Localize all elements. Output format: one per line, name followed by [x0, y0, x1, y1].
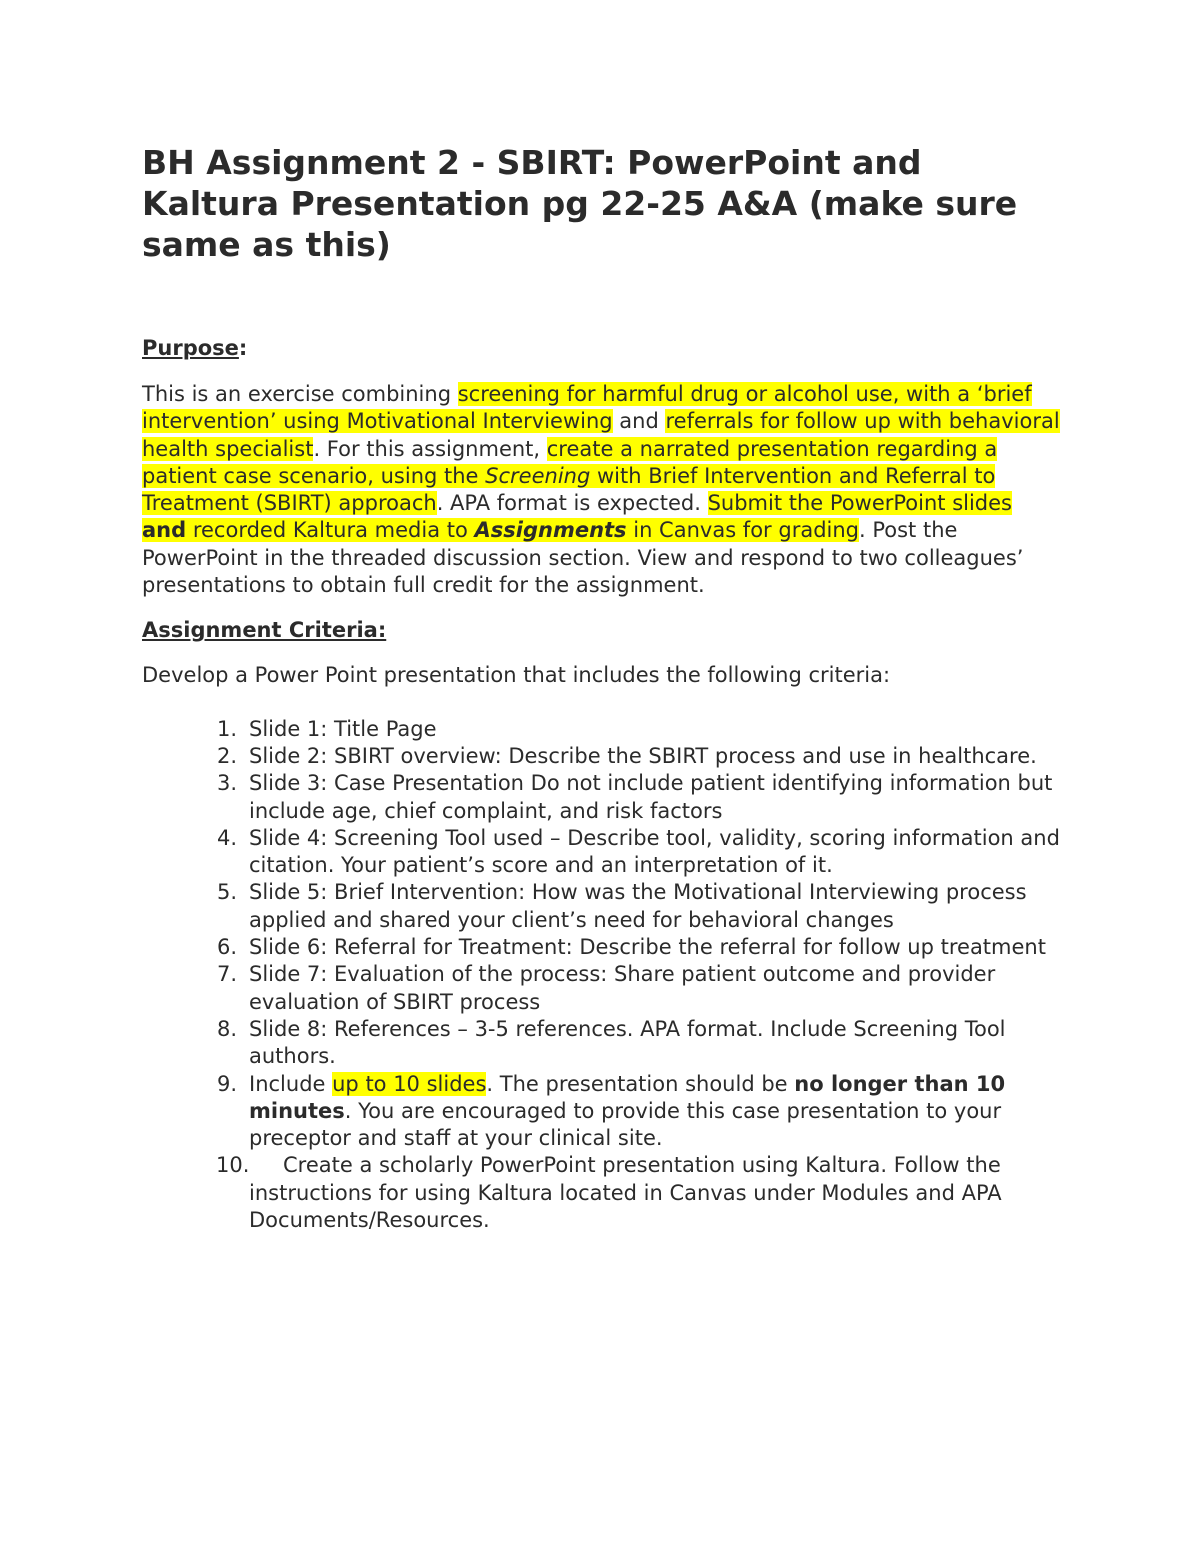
purpose-highlight-4b: and	[142, 518, 187, 543]
list-item	[142, 879, 1062, 934]
purpose-heading	[142, 335, 1062, 362]
purpose-text-5: . Post the PowerPoint in the threaded discussion section. View and respond to two colleagues’ presentations to obtain full credit for the assignment.	[142, 518, 1024, 598]
purpose-text-2: and	[612, 409, 666, 434]
list-item-number: 2.	[216, 743, 237, 768]
list-item-text: Slide 7: Evaluation of the process: Share patient outcome and provider evaluation of SBIRT process	[249, 962, 996, 1014]
list-item-number: 8.	[216, 1016, 237, 1041]
item9-highlight: up to 10 slides	[332, 1071, 487, 1096]
criteria-list	[142, 716, 1062, 1235]
list-item-text: Slide 8: References – 3-5 references. APA format. Include Screening Tool authors.	[249, 1016, 1006, 1069]
item10-text: Create a scholarly PowerPoint presentation using Kaltura. Follow the instructions for using Kaltura located in Canvas under Modules and APA Documents/Resources.	[249, 1153, 1002, 1233]
list-item-number: 6.	[216, 935, 237, 960]
purpose-highlight-3b: Screening	[485, 463, 591, 488]
list-item-text: Slide 2: SBIRT overview: Describe the SBIRT process and use in healthcare.	[249, 743, 1037, 768]
list-item	[142, 743, 1062, 770]
list-item-number: 3.	[216, 771, 237, 796]
purpose-highlight-2: referrals for follow up with behavioral health specialist	[142, 409, 1060, 461]
list-item-number: 4.	[216, 825, 237, 850]
item9-text-c: . The presentation should be	[486, 1071, 795, 1096]
purpose-heading-label: Purpose	[142, 336, 239, 360]
list-item-text: Slide 6: Referral for Treatment: Describe the referral for follow up treatment	[249, 935, 1046, 960]
list-item-text: Slide 3: Case Presentation Do not include patient identifying information but include age, chief complaint, and risk factors	[249, 771, 1053, 823]
purpose-highlight-1: screening for harmful drug or alcohol use, with a ‘brief intervention’ using Motivational Interviewing	[142, 382, 1032, 434]
list-item-text: Slide 4: Screening Tool used – Describe tool, validity, scoring information and citation. Your patient’s score and an interpretation of it.	[249, 825, 1060, 878]
list-item-9	[142, 1071, 1062, 1153]
purpose-paragraph	[142, 381, 1062, 599]
list-item-number: 5.	[216, 880, 237, 905]
purpose-highlight-4c: recorded Kaltura media to	[186, 518, 475, 543]
criteria-heading-label: Assignment Criteria:	[142, 618, 387, 643]
list-item	[142, 770, 1062, 825]
list-item-number: 1.	[216, 716, 237, 741]
list-item-number: 10.	[216, 1153, 250, 1178]
item9-bold: no longer than 10 minutes	[249, 1071, 1006, 1123]
list-item	[142, 1016, 1062, 1071]
item9-text-a: Include	[249, 1071, 333, 1096]
purpose-highlight-3a: create a narrated presentation regarding a patient case scenario, using the	[142, 436, 998, 488]
purpose-heading-colon: :	[238, 336, 248, 360]
list-item	[142, 961, 1062, 1016]
list-item	[142, 716, 1062, 743]
list-item-number: 9.	[216, 1071, 237, 1096]
item9-text-e: . You are encouraged to provide this case presentation to your preceptor and staff at your clinical site.	[249, 1098, 1002, 1151]
list-item-10	[142, 1152, 1062, 1234]
criteria-heading	[142, 617, 1062, 644]
criteria-intro: Develop a Power Point presentation that includes the following criteria:	[142, 663, 891, 688]
purpose-highlight-4d: Assignments	[474, 518, 627, 543]
purpose-highlight-4a: Submit the PowerPoint slides	[707, 491, 1012, 516]
document-title: BH Assignment 2 - SBIRT: PowerPoint and Kaltura Presentation pg 22-25 A&A (make sure same as this)	[142, 143, 1018, 264]
document-page	[142, 142, 1062, 1234]
list-item-text: Slide 5: Brief Intervention: How was the Motivational Interviewing process applied and shared your client’s need for behavioral changes	[249, 880, 1027, 932]
purpose-highlight-4e: in Canvas for grading	[626, 518, 859, 543]
purpose-text-4: . APA format is expected.	[436, 491, 708, 516]
list-item	[142, 825, 1062, 880]
list-item-text: Slide 1: Title Page	[249, 716, 437, 741]
purpose-highlight-3c: with Brief Intervention and Referral to Treatment (SBIRT) approach	[142, 463, 996, 516]
list-item	[142, 934, 1062, 961]
list-item-number: 7.	[216, 962, 237, 987]
purpose-text-1: This is an exercise combining	[142, 382, 458, 406]
purpose-text-3: . For this assignment,	[313, 436, 547, 461]
